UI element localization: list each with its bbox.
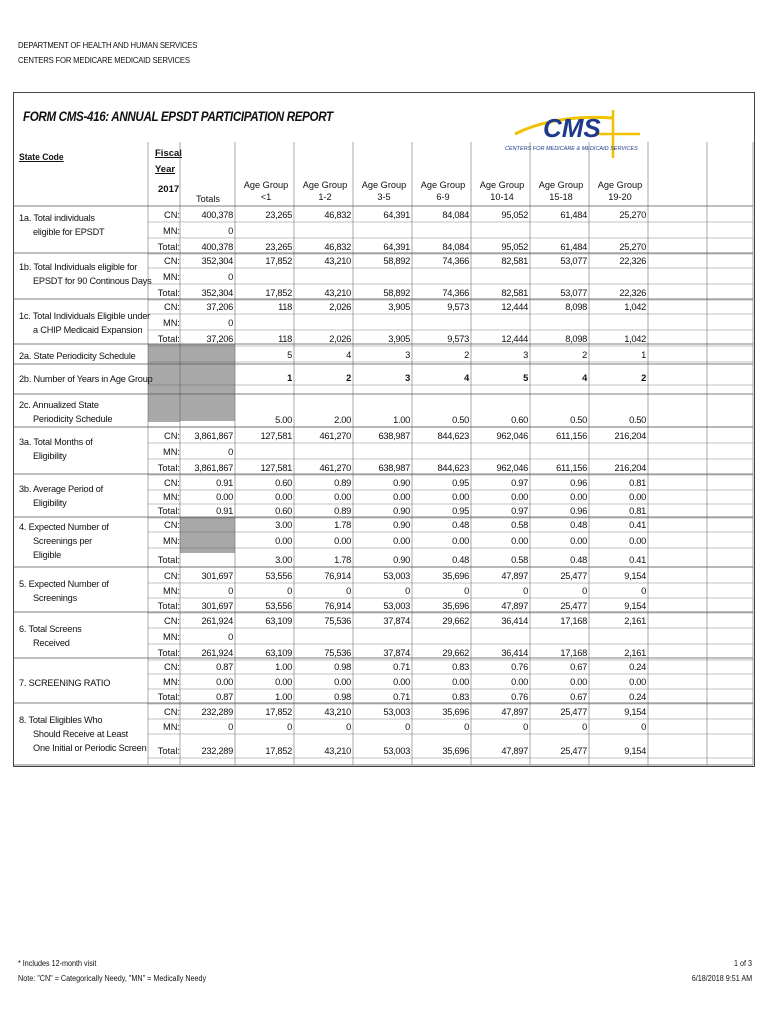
table-cell: 61,484 <box>560 242 587 252</box>
table-cell: 37,874 <box>383 648 410 658</box>
table-cell: 25,477 <box>560 707 587 717</box>
table-cell: 64,391 <box>383 242 410 252</box>
table-cell: 0.50 <box>570 415 587 425</box>
row-type-label: MN: <box>162 226 180 236</box>
table-cell: 0.24 <box>629 692 646 702</box>
table-cell: 127,581 <box>260 463 292 473</box>
table-cell: 0.24 <box>629 662 646 672</box>
table-cell: 0.71 <box>393 662 410 672</box>
table-cell: 2 <box>582 350 587 360</box>
table-cell: 638,987 <box>378 431 410 441</box>
table-cell: 0.00 <box>334 492 351 502</box>
table-cell: 0.90 <box>393 506 410 516</box>
row-type-label: MN: <box>162 632 180 642</box>
table-cell: 0.00 <box>629 492 646 502</box>
table-cell: 0.76 <box>511 692 528 702</box>
table-cell: 0 <box>464 722 469 732</box>
table-cell: 611,156 <box>556 431 587 441</box>
table-cell: 22,326 <box>619 288 646 298</box>
table-cell: 0.48 <box>452 520 469 530</box>
table-cell: 17,168 <box>560 648 587 658</box>
section-label: 5. Expected Number of Screenings <box>19 579 109 603</box>
table-cell: 95,052 <box>501 210 528 220</box>
table-cell: 25,477 <box>560 746 587 756</box>
table-cell: 5.00 <box>275 415 292 425</box>
table-cell: 0.00 <box>275 536 292 546</box>
table-cell: 352,304 <box>201 288 233 298</box>
table-cell: 0 <box>641 722 646 732</box>
table-cell: 84,084 <box>442 242 469 252</box>
table-cell: 1.78 <box>334 520 351 530</box>
table-cell: 29,662 <box>442 616 469 626</box>
row-type-label: MN: <box>162 677 180 687</box>
table-cell: 0.00 <box>393 677 410 687</box>
table-cell: 0.00 <box>334 536 351 546</box>
table-cell: 0.67 <box>570 692 587 702</box>
column-header: Age Group 15-18 <box>538 180 584 202</box>
section-label: 6. Total Screens Received <box>19 624 82 648</box>
table-cell: 12,444 <box>501 334 528 344</box>
table-cell: 0 <box>228 226 233 236</box>
table-cell: 2,026 <box>329 302 351 312</box>
column-header: Age Group 1-2 <box>302 180 348 202</box>
table-cell: 0 <box>228 722 233 732</box>
section-label: 3b. Average Period of Eligibility <box>19 484 103 508</box>
table-cell: 352,304 <box>201 256 233 266</box>
table-cell: 84,084 <box>442 210 469 220</box>
table-cell: 82,581 <box>501 256 528 266</box>
table-cell: 25,477 <box>560 571 587 581</box>
row-type-label: CN: <box>163 478 180 488</box>
table-cell: 0.00 <box>275 492 292 502</box>
table-cell: 1 <box>287 373 292 383</box>
table-cell: 3 <box>405 350 410 360</box>
table-cell: 0 <box>228 272 233 282</box>
table-cell: 1.78 <box>334 555 351 565</box>
logo-tagline: CENTERS FOR MEDICARE & MEDICAID SERVICES <box>505 146 638 152</box>
footnote-12-month: * Includes 12-month visit <box>18 959 97 968</box>
table-cell: 17,852 <box>265 707 292 717</box>
table-cell: 9,573 <box>447 302 469 312</box>
table-cell: 0.91 <box>216 478 233 488</box>
table-cell: 0.00 <box>511 536 528 546</box>
row-type-label: MN: <box>162 492 180 502</box>
row-type-label: Total: <box>157 555 180 565</box>
section-label: 2b. Number of Years in Age Group <box>19 374 153 384</box>
table-cell: 53,003 <box>383 601 410 611</box>
table-cell: 3,905 <box>388 302 410 312</box>
table-cell: 76,914 <box>324 601 351 611</box>
table-cell: 8,098 <box>565 334 587 344</box>
table-cell: 232,289 <box>201 746 233 756</box>
table-cell: 37,206 <box>206 302 233 312</box>
table-cell: 25,477 <box>560 601 587 611</box>
table-cell: 216,204 <box>614 431 646 441</box>
print-timestamp: 6/18/2018 9:51 AM <box>691 974 752 983</box>
row-type-label: CN: <box>163 571 180 581</box>
table-cell: 2,161 <box>624 616 646 626</box>
table-cell: 25,270 <box>619 242 646 252</box>
table-cell: 0.97 <box>511 506 528 516</box>
table-cell: 2 <box>464 350 469 360</box>
table-cell: 1.00 <box>275 692 292 702</box>
table-cell: 47,897 <box>501 746 528 756</box>
section-label: 2a. State Periodicity Schedule <box>19 351 136 361</box>
table-cell: 1.00 <box>393 415 410 425</box>
table-cell: 0.41 <box>629 555 646 565</box>
table-cell: 0.50 <box>452 415 469 425</box>
table-cell: 0.87 <box>216 662 233 672</box>
table-cell: 0 <box>523 722 528 732</box>
table-cell: 400,378 <box>201 210 233 220</box>
table-cell: 0.96 <box>570 506 587 516</box>
table-cell: 127,581 <box>260 431 292 441</box>
table-cell: 216,204 <box>614 463 646 473</box>
row-type-label: MN: <box>162 318 180 328</box>
table-cell: 0.60 <box>275 506 292 516</box>
table-cell: 37,874 <box>383 616 410 626</box>
table-cell: 0.48 <box>570 555 587 565</box>
section-label: 2c. Annualized State Periodicity Schedule <box>19 400 113 424</box>
row-type-label: CN: <box>163 210 180 220</box>
row-type-label: Total: <box>157 506 180 516</box>
table-cell: 35,696 <box>442 746 469 756</box>
table-cell: 74,366 <box>442 256 469 266</box>
table-cell: 17,852 <box>265 746 292 756</box>
table-cell: 29,662 <box>442 648 469 658</box>
table-cell: 47,897 <box>501 707 528 717</box>
state-code-label: State Code <box>19 152 64 163</box>
table-cell: 12,444 <box>501 302 528 312</box>
table-cell: 3,905 <box>388 334 410 344</box>
table-cell: 58,892 <box>383 288 410 298</box>
table-cell: 0.48 <box>452 555 469 565</box>
table-cell: 0 <box>641 586 646 596</box>
table-cell: 118 <box>278 302 292 312</box>
section-label: 1c. Total Individuals Eligible under a CHIP Medicaid Expansion <box>19 311 151 335</box>
table-cell: 301,697 <box>201 571 233 581</box>
table-cell: 75,536 <box>324 648 351 658</box>
shaded-cell <box>180 517 235 553</box>
table-cell: 63,109 <box>265 616 292 626</box>
table-cell: 611,156 <box>556 463 587 473</box>
table-cell: 0.60 <box>275 478 292 488</box>
row-type-label: Total: <box>157 242 180 252</box>
footnote-cn-mn: Note: "CN" = Categorically Needy, "MN" = Medically Needy <box>18 974 207 983</box>
row-type-label: Total: <box>157 692 180 702</box>
table-cell: 0 <box>405 722 410 732</box>
table-cell: 46,832 <box>324 210 351 220</box>
table-cell: 261,924 <box>201 616 233 626</box>
table-cell: 0.96 <box>570 478 587 488</box>
table-cell: 0.41 <box>629 520 646 530</box>
table-cell: 0.83 <box>452 662 469 672</box>
table-cell: 0.00 <box>216 677 233 687</box>
table-cell: 0.90 <box>393 555 410 565</box>
table-cell: 0.00 <box>393 492 410 502</box>
column-header: Age Group 10-14 <box>479 180 525 202</box>
table-cell: 638,987 <box>378 463 410 473</box>
table-cell: 2 <box>641 373 646 383</box>
row-type-label: CN: <box>163 707 180 717</box>
table-cell: 35,696 <box>442 707 469 717</box>
table-cell: 0 <box>346 586 351 596</box>
table-cell: 9,154 <box>624 746 646 756</box>
table-cell: 844,623 <box>437 431 469 441</box>
section-label: 8. Total Eligibles Who Should Receive at Least One Initial or Periodic Screen <box>19 715 147 753</box>
table-cell: 0.48 <box>570 520 587 530</box>
row-type-label: MN: <box>162 272 180 282</box>
table-cell: 0.00 <box>511 677 528 687</box>
table-cell: 3.00 <box>275 520 292 530</box>
table-cell: 23,265 <box>265 210 292 220</box>
table-cell: 0.00 <box>452 492 469 502</box>
section-label: 4. Expected Number of Screenings per Eligible <box>19 522 109 560</box>
table-cell: 0.95 <box>452 506 469 516</box>
table-cell: 9,154 <box>624 571 646 581</box>
table-cell: 0.98 <box>334 662 351 672</box>
column-header: Age Group 19-20 <box>597 180 643 202</box>
row-type-label: CN: <box>163 431 180 441</box>
table-cell: 46,832 <box>324 242 351 252</box>
row-type-label: MN: <box>162 722 180 732</box>
table-cell: 962,046 <box>496 431 528 441</box>
table-cell: 0 <box>582 722 587 732</box>
table-cell: 0.00 <box>452 536 469 546</box>
table-cell: 962,046 <box>496 463 528 473</box>
column-header: Age Group <1 <box>243 180 289 202</box>
section-label: 1b. Total Individuals eligible for EPSDT for 90 Continous Days <box>19 262 152 286</box>
table-cell: 0 <box>523 586 528 596</box>
row-type-label: CN: <box>163 662 180 672</box>
table-cell: 0.81 <box>629 506 646 516</box>
table-cell: 5 <box>287 350 292 360</box>
table-cell: 43,210 <box>324 707 351 717</box>
department-header: DEPARTMENT OF HEALTH AND HUMAN SERVICES <box>18 40 198 50</box>
table-cell: 0.00 <box>393 536 410 546</box>
table-cell: 76,914 <box>324 571 351 581</box>
table-cell: 2,026 <box>329 334 351 344</box>
row-type-label: CN: <box>163 302 180 312</box>
table-cell: 4 <box>464 373 469 383</box>
table-cell: 9,154 <box>624 601 646 611</box>
column-header: Age Group 3-5 <box>361 180 407 202</box>
table-cell: 35,696 <box>442 571 469 581</box>
table-cell: 75,536 <box>324 616 351 626</box>
table-cell: 0.00 <box>570 492 587 502</box>
table-cell: 47,897 <box>501 571 528 581</box>
table-cell: 35,696 <box>442 601 469 611</box>
table-cell: 2.00 <box>334 415 351 425</box>
table-cell: 2,161 <box>624 648 646 658</box>
table-cell: 4 <box>582 373 587 383</box>
table-cell: 0.83 <box>452 692 469 702</box>
row-type-label: Total: <box>157 463 180 473</box>
table-cell: 0.81 <box>629 478 646 488</box>
table-cell: 8,098 <box>565 302 587 312</box>
table-cell: 23,265 <box>265 242 292 252</box>
table-cell: 0.90 <box>393 520 410 530</box>
row-type-label: Total: <box>157 334 180 344</box>
table-cell: 0.00 <box>570 677 587 687</box>
table-cell: 0.00 <box>334 677 351 687</box>
table-cell: 0 <box>228 632 233 642</box>
table-cell: 1.00 <box>275 662 292 672</box>
row-type-label: Total: <box>157 288 180 298</box>
table-cell: 0.90 <box>393 478 410 488</box>
page-number: 1 of 3 <box>733 959 752 968</box>
table-cell: 0.00 <box>511 492 528 502</box>
row-type-label: CN: <box>163 616 180 626</box>
table-cell: 0.00 <box>629 536 646 546</box>
section-label: 1a. Total individuals eligible for EPSDT <box>19 213 105 237</box>
table-cell: 3 <box>405 373 410 383</box>
table-cell: 5 <box>523 373 528 383</box>
row-type-label: Total: <box>157 601 180 611</box>
table-cell: 0 <box>287 586 292 596</box>
fiscal-year-label: Fiscal Year <box>155 148 182 175</box>
form-title: FORM CMS-416: ANNUAL EPSDT PARTICIPATION REPORT <box>23 109 333 124</box>
table-cell: 53,556 <box>265 601 292 611</box>
column-header: Totals <box>196 194 220 204</box>
table-cell: 0.50 <box>629 415 646 425</box>
centers-header: CENTERS FOR MEDICARE MEDICAID SERVICES <box>18 55 190 65</box>
fiscal-year-value: 2017 <box>158 184 180 195</box>
table-cell: 63,109 <box>265 648 292 658</box>
section-label: 7. SCREENING RATIO <box>19 678 111 688</box>
row-type-label: MN: <box>162 586 180 596</box>
table-cell: 17,852 <box>265 256 292 266</box>
table-cell: 53,003 <box>383 707 410 717</box>
table-cell: 461,270 <box>319 431 351 441</box>
table-cell: 261,924 <box>201 648 233 658</box>
table-cell: 0 <box>287 722 292 732</box>
table-cell: 0.98 <box>334 692 351 702</box>
table-cell: 0.71 <box>393 692 410 702</box>
table-cell: 400,378 <box>201 242 233 252</box>
table-cell: 3,861,867 <box>194 431 233 441</box>
table-cell: 74,366 <box>442 288 469 298</box>
table-cell: 232,289 <box>201 707 233 717</box>
table-cell: 82,581 <box>501 288 528 298</box>
table-cell: 53,556 <box>265 571 292 581</box>
table-cell: 3,861,867 <box>194 463 233 473</box>
table-cell: 43,210 <box>324 288 351 298</box>
table-cell: 1 <box>641 350 646 360</box>
table-cell: 0.60 <box>511 415 528 425</box>
table-cell: 0 <box>346 722 351 732</box>
table-cell: 17,852 <box>265 288 292 298</box>
table-cell: 1,042 <box>624 334 646 344</box>
table-cell: 1,042 <box>624 302 646 312</box>
table-cell: 0.89 <box>334 478 351 488</box>
table-cell: 0.76 <box>511 662 528 672</box>
table-cell: 37,206 <box>206 334 233 344</box>
table-cell: 0.87 <box>216 692 233 702</box>
table-cell: 43,210 <box>324 256 351 266</box>
table-cell: 0 <box>228 318 233 328</box>
column-header: Age Group 6-9 <box>420 180 466 202</box>
table-cell: 3 <box>523 350 528 360</box>
table-cell: 17,168 <box>560 616 587 626</box>
table-cell: 0 <box>582 586 587 596</box>
table-cell: 3.00 <box>275 555 292 565</box>
table-cell: 25,270 <box>619 210 646 220</box>
row-type-label: MN: <box>162 536 180 546</box>
table-cell: 58,892 <box>383 256 410 266</box>
table-cell: 53,077 <box>560 256 587 266</box>
table-cell: 53,003 <box>383 746 410 756</box>
table-cell: 0.00 <box>216 492 233 502</box>
table-cell: 61,484 <box>560 210 587 220</box>
table-cell: 0.00 <box>452 677 469 687</box>
table-cell: 0.67 <box>570 662 587 672</box>
table-cell: 0.00 <box>275 677 292 687</box>
table-cell: 53,077 <box>560 288 587 298</box>
table-cell: 47,897 <box>501 601 528 611</box>
table-cell: 0 <box>228 447 233 457</box>
table-cell: 461,270 <box>319 463 351 473</box>
table-cell: 0 <box>228 586 233 596</box>
table-cell: 22,326 <box>619 256 646 266</box>
row-type-label: Total: <box>157 746 180 756</box>
section-label: 3a. Total Months of Eligibility <box>19 437 93 461</box>
table-cell: 2 <box>346 373 351 383</box>
table-cell: 844,623 <box>437 463 469 473</box>
table-cell: 4 <box>346 350 351 360</box>
logo-text: CMS <box>543 113 601 143</box>
table-cell: 0.00 <box>629 677 646 687</box>
table-cell: 118 <box>278 334 292 344</box>
table-cell: 0.00 <box>570 536 587 546</box>
table-cell: 0.95 <box>452 478 469 488</box>
table-cell: 9,573 <box>447 334 469 344</box>
table-cell: 0.58 <box>511 520 528 530</box>
table-cell: 36,414 <box>501 648 528 658</box>
table-cell: 0.58 <box>511 555 528 565</box>
table-cell: 0.91 <box>216 506 233 516</box>
table-cell: 43,210 <box>324 746 351 756</box>
table-cell: 36,414 <box>501 616 528 626</box>
table-cell: 0.89 <box>334 506 351 516</box>
table-cell: 301,697 <box>201 601 233 611</box>
table-cell: 0 <box>405 586 410 596</box>
row-type-label: CN: <box>163 256 180 266</box>
table-cell: 0 <box>464 586 469 596</box>
table-cell: 9,154 <box>624 707 646 717</box>
row-type-label: Total: <box>157 648 180 658</box>
table-cell: 53,003 <box>383 571 410 581</box>
row-type-label: CN: <box>163 520 180 530</box>
table-cell: 95,052 <box>501 242 528 252</box>
table-cell: 64,391 <box>383 210 410 220</box>
row-type-label: MN: <box>162 447 180 457</box>
table-cell: 0.97 <box>511 478 528 488</box>
